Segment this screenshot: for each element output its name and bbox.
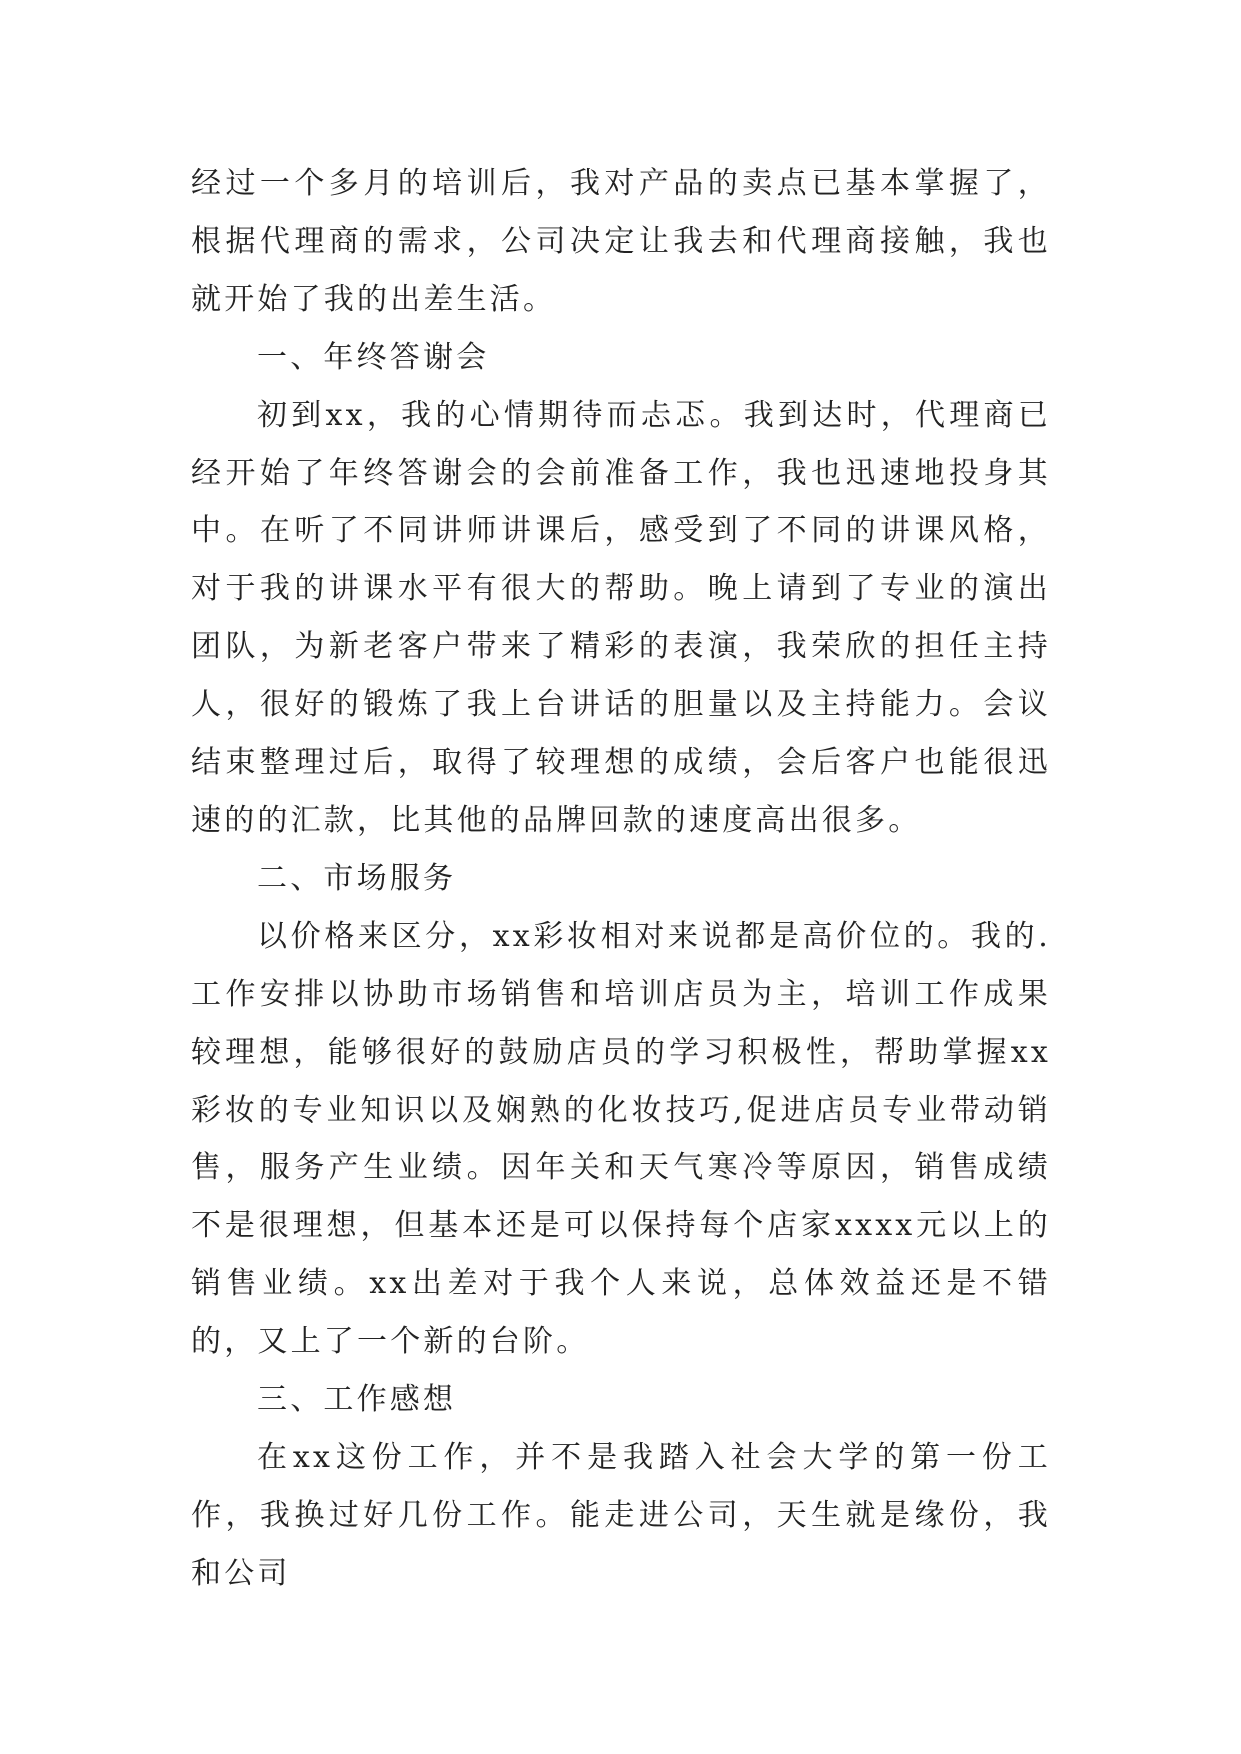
paragraph-year-end-thanks: 初到xx，我的心情期待而忐忑。我到达时，代理商已经开始了年终答谢会的会前准备工作，我也迅速地投身其中。在听了不同讲师讲课后，感受到了不同的讲课风格，对于我的讲课水平有很大的帮助。晚上请到了专业的演出团队，为新老客户带来了精彩的表演，我荣欣的担任主持人，很好的锻炼了我上台讲话的胆量以及主持能力。会议结束整理过后，取得了较理想的成绩，会后客户也能很迅速的的汇款，比其他的品牌回款的速度高出很多。 — [191, 397, 1051, 838]
paragraph-work-reflections: 在xx这份工作，并不是我踏入社会大学的第一份工作，我换过好几份工作。能走进公司，天生就是缘份，我和公司 — [191, 1439, 1051, 1591]
section-heading-year-end-thanks: 一、年终答谢会 — [257, 339, 490, 375]
section-heading-market-service: 二、市场服务 — [257, 860, 457, 896]
section-heading-work-reflections: 三、工作感想 — [257, 1382, 457, 1418]
paragraph-intro: 经过一个多月的培训后，我对产品的卖点已基本掌握了，根据代理商的需求，公司决定让我去和代理商接触，我也就开始了我的出差生活。 — [191, 166, 1051, 317]
document-body — [191, 155, 1051, 1603]
paragraph-market-service: 以价格来区分，xx彩妆相对来说都是高价位的。我的.工作安排以协助市场销售和培训店员为主，培训工作成果较理想，能够很好的鼓励店员的学习积极性，帮助掌握xx彩妆的专业知识以及娴熟的化妆技巧,促进店员专业带动销售，服务产生业绩。因年关和天气寒冷等原因，销售成绩不是很理想，但基本还是可以保持每个店家xxxx元以上的销售业绩。xx出差对于我个人来说，总体效益还是不错的，又上了一个新的台阶。 — [191, 918, 1051, 1360]
